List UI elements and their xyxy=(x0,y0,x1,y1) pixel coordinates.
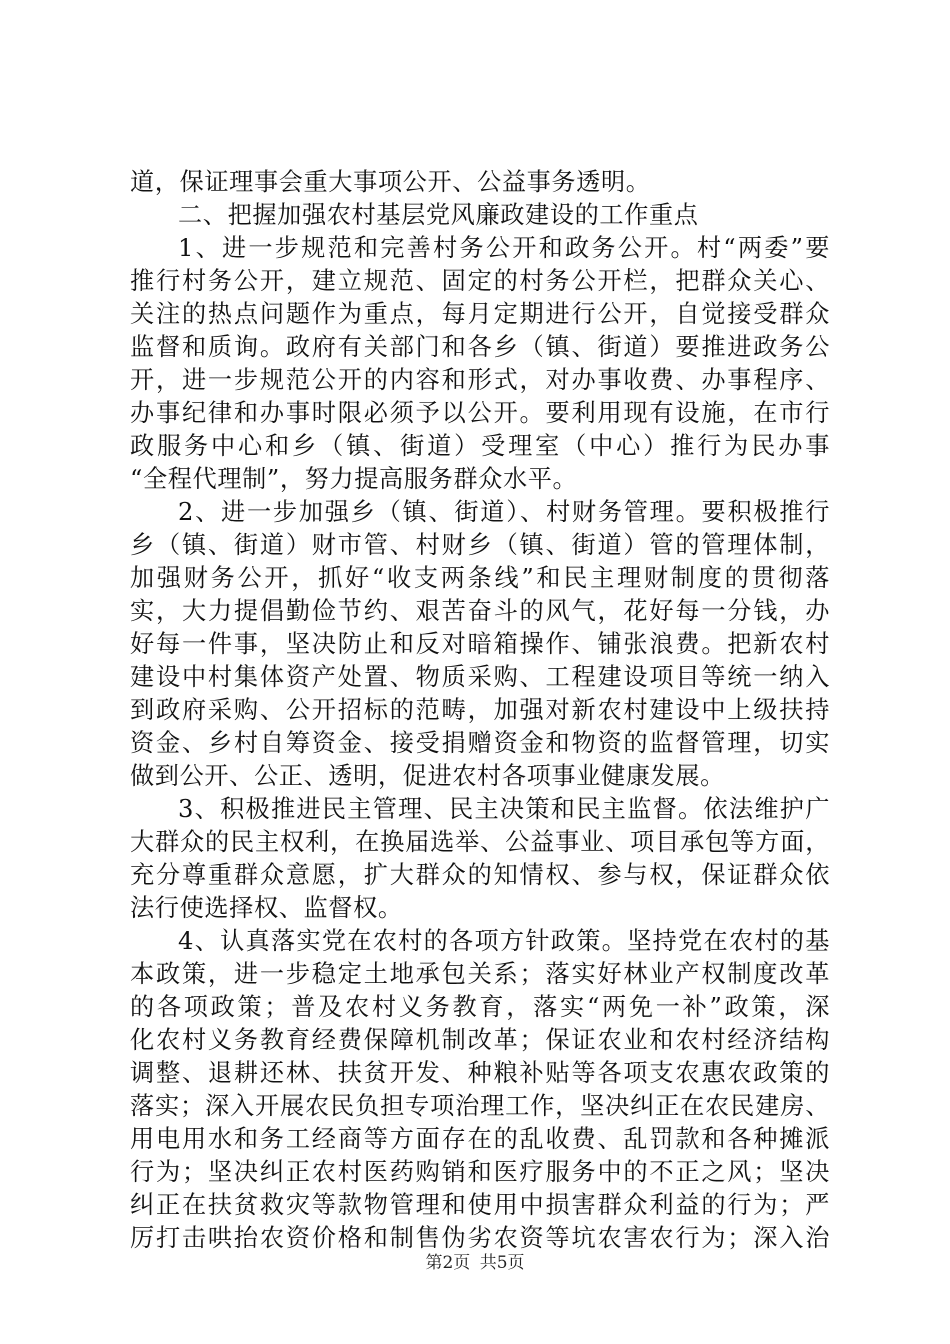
text-line: 开，进一步规范公开的内容和形式，对办事收费、办事程序、 xyxy=(130,366,830,394)
text-line: 化农村义务教育经费保障机制改革；保证农业和农村经济结构 xyxy=(130,1026,830,1054)
text-line: 建设中村集体资产处置、物质采购、工程建设项目等统一纳入 xyxy=(130,663,830,691)
text-line: 充分尊重群众意愿，扩大群众的知情权、参与权，保证群众依 xyxy=(130,861,830,889)
text-line: 用电用水和务工经商等方面存在的乱收费、乱罚款和各种摊派 xyxy=(130,1125,830,1153)
text-line: 加强财务公开，抓好“收支两条线”和民主理财制度的贯彻落 xyxy=(130,564,830,592)
text-line: 行为；坚决纠正农村医药购销和医疗服务中的不正之风；坚决 xyxy=(130,1158,830,1186)
text-line: 大群众的民主权利，在换届选举、公益事业、项目承包等方面， xyxy=(130,828,830,856)
text-line: 二、把握加强农村基层党风廉政建设的工作重点 xyxy=(178,201,699,229)
page-footer xyxy=(0,1252,950,1274)
page-number-current: 第2页 xyxy=(425,1253,471,1273)
text-line: 4、认真落实党在农村的各项方针政策。坚持党在农村的基 xyxy=(178,927,830,955)
text-line: 政服务中心和乡（镇、街道）受理室（中心）推行为民办事 xyxy=(130,432,830,460)
text-line: “全程代理制”，努力提高服务群众水平。 xyxy=(130,465,578,493)
text-line: 推行村务公开，建立规范、固定的村务公开栏，把群众关心、 xyxy=(130,267,830,295)
text-line: 调整、退耕还林、扶贫开发、种粮补贴等各项支农惠农政策的 xyxy=(130,1059,830,1087)
text-line: 道，保证理事会重大事项公开、公益事务透明。 xyxy=(130,168,651,196)
body-text xyxy=(130,166,830,1255)
text-line: 纠正在扶贫救灾等款物管理和使用中损害群众利益的行为；严 xyxy=(130,1191,830,1219)
text-line: 实，大力提倡勤俭节约、艰苦奋斗的风气，花好每一分钱，办 xyxy=(130,597,830,625)
text-line: 3、积极推进民主管理、民主决策和民主监督。依法维护广 xyxy=(178,795,830,823)
text-line: 乡（镇、街道）财市管、村财乡（镇、街道）管的管理体制， xyxy=(130,531,830,559)
text-line: 好每一件事，坚决防止和反对暗箱操作、铺张浪费。把新农村 xyxy=(130,630,830,658)
text-line: 办事纪律和办事时限必须予以公开。要利用现有设施，在市行 xyxy=(130,399,830,427)
text-line: 资金、乡村自筹资金、接受捐赠资金和物资的监督管理，切实 xyxy=(130,729,830,757)
text-line: 1、进一步规范和完善村务公开和政务公开。村“两委”要 xyxy=(178,234,830,262)
text-line: 监督和质询。政府有关部门和各乡（镇、街道）要推进政务公 xyxy=(130,333,830,361)
text-line: 到政府采购、公开招标的范畴，加强对新农村建设中上级扶持 xyxy=(130,696,830,724)
text-line: 落实；深入开展农民负担专项治理工作，坚决纠正在农民建房、 xyxy=(130,1092,830,1120)
text-line: 厉打击哄抬农资价格和制售伪劣农资等坑农害农行为；深入治 xyxy=(130,1224,830,1252)
text-line: 2、进一步加强乡（镇、街道）、村财务管理。要积极推行 xyxy=(178,498,830,526)
page-number-total: 共5页 xyxy=(479,1253,525,1273)
text-line: 关注的热点问题作为重点，每月定期进行公开，自觉接受群众 xyxy=(130,300,830,328)
text-line: 法行使选择权、监督权。 xyxy=(130,894,403,922)
text-line: 本政策，进一步稳定土地承包关系；落实好林业产权制度改革 xyxy=(130,960,830,988)
text-line: 做到公开、公正、透明，促进农村各项事业健康发展。 xyxy=(130,762,725,790)
text-line: 的各项政策；普及农村义务教育，落实“两免一补”政策，深 xyxy=(130,993,830,1021)
